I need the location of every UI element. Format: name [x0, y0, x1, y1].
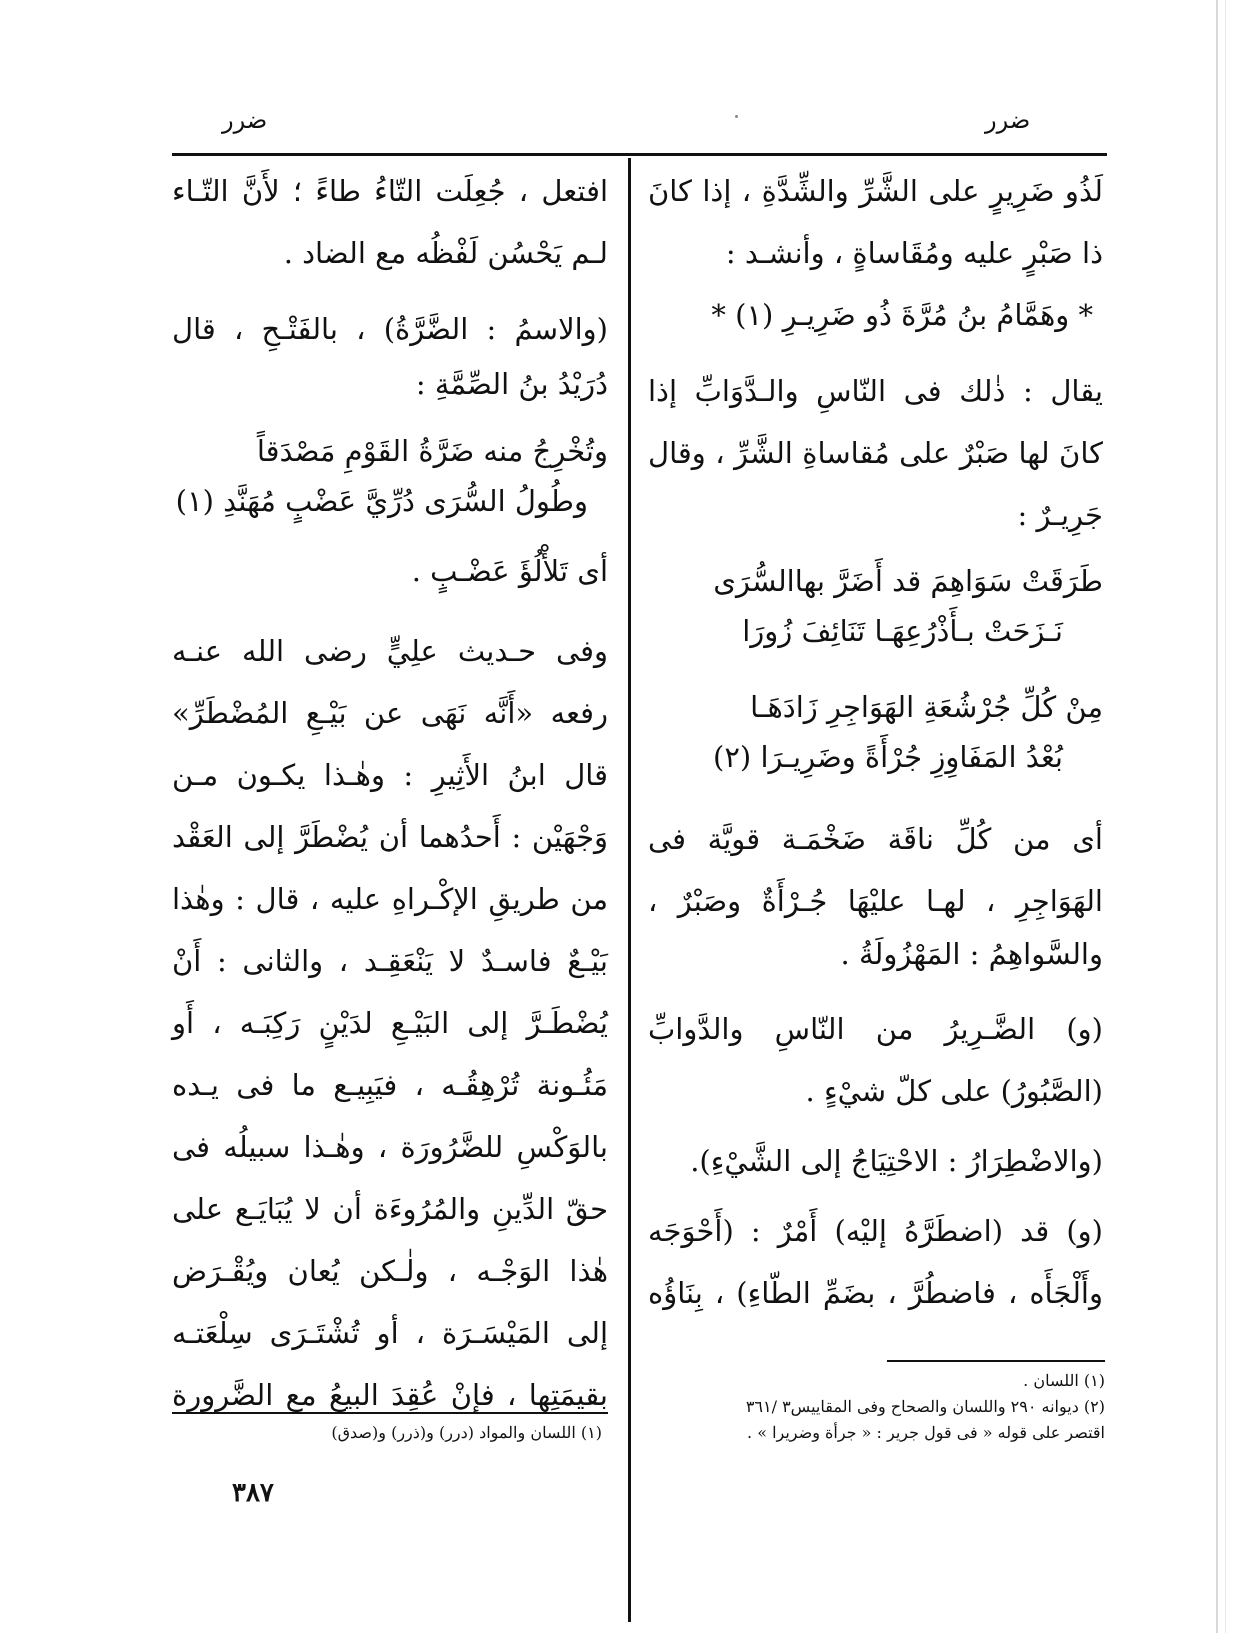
text-line: افتعل ، جُعِلَت التّاءُ طاءً ؛ لأَنَّ التّـاء [172, 174, 608, 208]
text-line: (والاضْطِرَارُ : الاحْتِيَاجُ إلى الشَّيْءِ). [690, 1144, 1103, 1178]
footnote: (١) اللسان والمواد (درر) و(ذرر) و(صدق) [331, 1423, 602, 1442]
text-line: هٰذا الوَجْـه ، ولٰـكن يُعان ويُقْـرَض [172, 1254, 608, 1288]
verse-line: * وهَمَّامُ بنُ مُرَّةَ ذُو ضَرِيـرِ (١) * [711, 298, 1093, 332]
text-line: لَذُو ضَرِيرٍ على الشَّرِّ والشِّدَّةِ ، إذا كانَ [648, 174, 1103, 208]
right-column [648, 160, 1103, 1324]
text-line: (الصَّبُورُ) على كلّ شيْءٍ . [805, 1074, 1103, 1108]
text-line: أى تَلأْلُؤَ عَضْـبٍ . [411, 554, 608, 588]
header-rule [172, 153, 1107, 156]
text-line: كانَ لها صَبْرٌ على مُقاساةِ الشَّرِّ ، وقال [648, 436, 1103, 470]
verse-line: نَـزَحَتْ بـأَذْرُعِهَـا تَنَائِفَ زُورَا [742, 614, 1063, 648]
text-line: ذا صَبْرٍ عليه ومُقَاساةٍ ، وأنشـد : [725, 236, 1103, 270]
scan-edge [1216, 0, 1218, 1633]
footnotes-right [650, 1368, 1105, 1446]
verse-line: وطُولُ السُّرَى دُرِّيَّ عَضْبٍ مُهَنَّدِ (١) [175, 484, 588, 518]
text-line: لـم يَحْسُن لَفْظُه مع الضاد . [283, 236, 608, 270]
verse-line: مِنْ كُلِّ جُرْشُعَةِ الهَوَاجِرِ زَادَهَـا [750, 690, 1103, 724]
running-head-left: ضرر [222, 106, 268, 134]
text-line: جَرِيـرٌ : [1017, 498, 1103, 532]
footnote: اقتصر على قوله « فى قول جرير : « جرأة وضريرا » . [747, 1423, 1105, 1442]
text-line: دُرَيْدُ بنُ الصِّمَّةِ : [415, 367, 608, 401]
scan-speck [735, 115, 738, 118]
verse-line: طَرَقَتْ سَوَاهِمَ قد أَضَرَّ بهاالسُّرَى [713, 564, 1103, 598]
text-line: يقال : ذٰلك فى النّاسِ والـدَّوَابِّ إذا [648, 374, 1103, 408]
text-line: أى من كُلِّ ناقَة ضَخْمَـة قويَّة فى [648, 822, 1103, 856]
page-number: ٣٨٧ [232, 1478, 274, 1508]
text-line: من طريقِ الإكْـراهِ عليه ، قال : وهٰذا [172, 882, 608, 916]
column-divider [628, 158, 631, 1622]
footnotes-left [172, 1420, 602, 1446]
running-head-right: ضرر [985, 106, 1031, 134]
text-line: وفى حـديث علِيٍّ رضى الله عنـه [172, 634, 608, 668]
text-line: إلى المَيْسَـرَة ، أو تُشْتَـرَى سِلْعَتـه [172, 1316, 608, 1350]
footnote-rule [887, 1360, 1105, 1362]
text-line: وَجْهَيْن : أَحدُهما أن يُضْطَرَّ إلى العَقْد [172, 820, 608, 854]
text-line: حقّ الدِّينِ والمُرُوءَة أن لا يُبَايَـع على [172, 1192, 608, 1226]
text-line: وأَلْجَأَه ، فاضطُرَّ ، بضَمِّ الطّاءِ) ، بِنَاؤُه [648, 1276, 1103, 1310]
text-line: بَيْـعٌ فاسـدٌ لا يَنْعَقِـد ، والثانى : أَنْ [172, 944, 608, 978]
text-line: مَئُـونة تُرْهِقُـه ، فيَبِيـع ما فى يـده [172, 1068, 608, 1102]
footnote-rule [172, 1412, 608, 1414]
footnote: (٢) ديوانه ٢٩٠ واللسان والصحاح وفى المقاييس٣ /٣٦١ [745, 1397, 1105, 1416]
scan-edge-inner [1225, 0, 1226, 1633]
verse-line: بُعْدُ المَفَاوِزِ جُرْأَةً وضَرِيـرَا (٢) [713, 740, 1063, 774]
left-column [172, 160, 608, 1426]
text-line: (و) الضَّـرِيرُ من النّاسِ والدَّوابِّ [648, 1012, 1103, 1046]
text-line: (و) قد (اضطَرَّهُ إليْه) أَمْرٌ : (أَحْوَجَه [648, 1214, 1103, 1248]
verse-line: وتُخْرِجُ منه ضَرَّةُ القَوْمِ مَصْدَقاً [256, 434, 608, 468]
text-line: بالوَكْسِ للضَّرُورَة ، وهٰـذا سبيلُه فى [172, 1130, 608, 1164]
text-line: بقيمَتِها ، فإنْ عُقِدَ البيعُ مع الضَّرورة [172, 1378, 608, 1412]
footnote: (١) اللسان . [1023, 1371, 1105, 1390]
text-line: والسَّواهِمُ : المَهْزُولَةُ . [840, 937, 1103, 971]
text-line: قال ابنُ الأَثِيرِ : وهٰـذا يكـون مـن [172, 758, 608, 792]
text-line: (والاسمُ : الضَّرَّةُ) ، بالفَتْـحِ ، قال [172, 312, 608, 346]
text-line: يُضْطَـرَّ إلى البَيْـعِ لدَيْنٍ رَكِبَـه ، أَو [172, 1006, 608, 1040]
text-line: الهَوَاجِرِ ، لهـا عليْهَا جُـرْأَةٌ وصَبْرٌ ، [648, 884, 1103, 918]
text-line: رفعه «أَنَّه نَهَى عن بَيْـعِ المُضْطَرِّ» [172, 696, 608, 730]
